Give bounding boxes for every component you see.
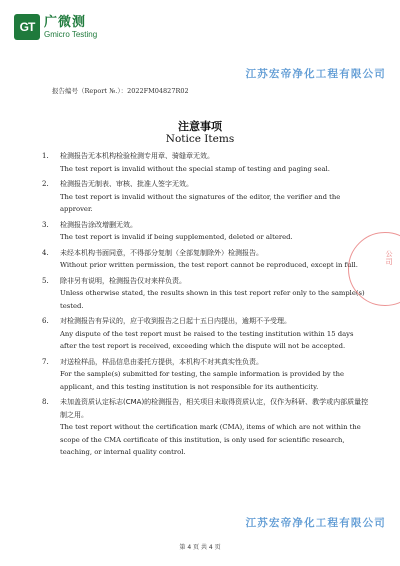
item-number: 5. — [42, 276, 49, 285]
item-text-en: The test report without the certification mark (CMA), items of which are not within the scope of the CMA certificate of this institution, is only used for scientific research, teaching, or internal quality control. — [60, 423, 361, 456]
item-text-cn: 除非另有说明，检测报告仅对来样负责。 — [60, 276, 186, 285]
item-number: 3. — [42, 220, 49, 229]
notice-item — [42, 219, 372, 244]
item-text-en: Without prior written permission, the test report cannot be reproduced, except in full. — [60, 261, 358, 269]
notice-item — [42, 356, 372, 394]
notice-item — [42, 178, 372, 216]
item-text-cn: 对检测报告有异议的，应于收到报告之日起十五日内提出，逾期不予受理。 — [60, 317, 291, 325]
notice-item — [42, 396, 372, 459]
item-text-cn: 检测报告涂改增删无效。 — [60, 220, 137, 229]
item-text-cn: 未加盖资质认定标志(CMA)的检测报告，相关项目未取得资质认定，仅作为科研、教学或内部质量控制之用。 — [60, 398, 369, 419]
item-text-cn: 检测报告无本机构检验检测专用章、骑缝章无效。 — [60, 152, 214, 160]
item-text-en: The test report is invalid if being supplemented, deleted or altered. — [60, 233, 293, 241]
page-title-en: Notice Items — [165, 133, 235, 145]
item-number: 1. — [42, 152, 49, 160]
notice-item — [42, 150, 372, 175]
logo-icon: GT — [14, 14, 40, 40]
notice-item — [42, 315, 372, 353]
item-number: 7. — [42, 357, 49, 366]
page-title-cn: 注意事项 — [178, 120, 222, 133]
item-text-en: The test report is invalid without the special stamp of testing and paging seal. — [60, 164, 330, 173]
item-text-en: Unless otherwise stated, the results shown in this test report refer only to the sample(s) tested. — [60, 289, 365, 310]
item-text-cn: 检测报告无制表、审核、批准人签字无效。 — [60, 180, 193, 188]
item-text-en: Any dispute of the test report must be raised to the testing institution within 15 days after the test report is received, exceeding which the dispute will not be accepted. — [60, 329, 354, 350]
watermark-top: 江苏宏帝净化工程有限公司 — [245, 68, 386, 80]
item-number: 6. — [42, 317, 49, 325]
logo-name-cn: 广微测 — [44, 14, 87, 30]
notice-item — [42, 247, 372, 272]
item-text-en: The test report is invalid without the signatures of the editor, the verifier and the approver. — [60, 192, 341, 213]
item-text-cn: 对送检样品，样品信息由委托方提供，本机构不对其真实性负责。 — [60, 357, 263, 366]
item-number: 2. — [42, 180, 49, 188]
notice-items-list — [42, 150, 372, 462]
item-number: 4. — [42, 248, 49, 257]
item-number: 8. — [42, 398, 49, 406]
item-text-en: For the sample(s) submitted for testing, the sample information is provided by the applicant, and this testing institution is not responsible for its authenticity. — [60, 370, 344, 391]
company-logo — [14, 14, 97, 40]
logo-name-en: Gmicro Testing — [44, 29, 98, 39]
page-number: 第 4 页 共 4 页 — [179, 544, 221, 551]
logo-text — [44, 16, 97, 39]
watermark-bottom: 江苏宏帝净化工程有限公司 — [245, 517, 386, 529]
notice-item — [42, 275, 372, 313]
seal-stamp-text: 公司 — [385, 250, 393, 266]
item-text-cn: 未经本机构书面同意，不得部分复制（全部复制除外）检测报告。 — [60, 248, 263, 257]
report-number: 报告编号（Report №.）：2022FM04827R02 — [52, 87, 189, 95]
